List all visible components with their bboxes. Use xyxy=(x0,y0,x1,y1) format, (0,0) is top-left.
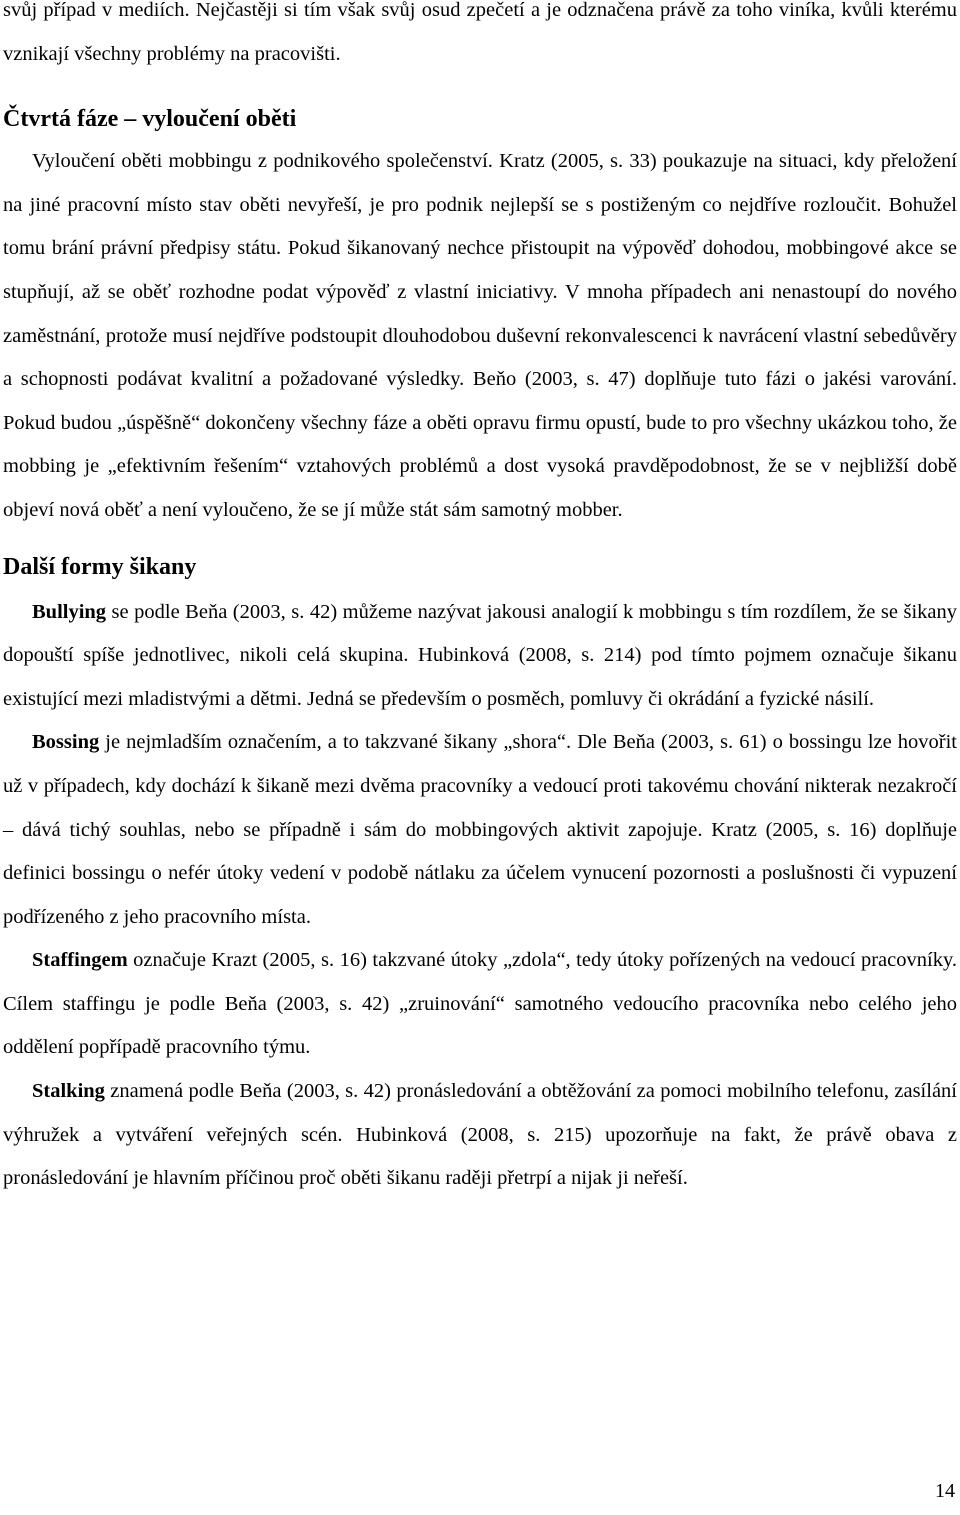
paragraph-staffing xyxy=(3,939,957,1070)
term-staffing: Staffingem xyxy=(32,949,128,972)
paragraph-stalking xyxy=(3,1070,957,1201)
heading-phase-4: Čtvrtá fáze – vyloučení oběti xyxy=(3,106,297,133)
heading-other-forms: Další formy šikany xyxy=(3,553,197,580)
term-stalking: Stalking xyxy=(32,1080,105,1103)
page-number: 14 xyxy=(935,1480,955,1502)
text-bullying: se podle Beňa (2003, s. 42) můžeme nazývat jakousi analogií k mobbingu s tím rozdílem, že se šikany dopouští spíše jednotlivec, nikoli celá skupina. Hubinková (2008, s. 214) pod tímto pojmem označuje šikanu existující mezi mladistvými a dětmi. Jedná se především o posměch, pomluvy či okrádání a fyzické násilí. xyxy=(3,600,957,710)
paragraph-intro: svůj případ v mediích. Nejčastěji si tím však svůj osud zpečetí a je odznačena právě za toho viníka, kvůli kterému vznikají všechny problémy na pracovišti. xyxy=(3,0,957,65)
term-bossing: Bossing xyxy=(32,731,100,754)
paragraph-bullying xyxy=(3,591,957,722)
term-bullying: Bullying xyxy=(32,600,107,623)
paragraph-bossing xyxy=(3,721,957,939)
document-page xyxy=(3,0,957,1201)
paragraph-phase-4: Vyloučení oběti mobbingu z podnikového společenství. Kratz (2005, s. 33) poukazuje na situaci, kdy přeložení na jiné pracovní místo stav oběti nevyřeší, je pro podnik nejlepší se s postiženým co nejdříve rozloučit. Bohužel tomu brání právní předpisy státu. Pokud šikanovaný nechce přistoupit na výpověď dohodou, mobbingové akce se stupňují, až se oběť rozhodne podat výpověď z vlastní iniciativy. V mnoha případech ani nenastoupí do nového zaměstnání, protože musí nejdříve podstoupit dlouhodobou duševní rekonvalescenci k navrácení vlastní sebedůvěry a schopnosti podávat kvalitní a požadované výsledky. Beňo (2003, s. 47) doplňuje tuto fázi o jakési varování. Pokud budou „úspěšně“ dokončeny všechny fáze a oběti opravu firmu opustí, bude to pro všechny ukázkou toho, že mobbing je „efektivním řešením“ vztahových problémů a dost vysoká pravděpodobnost, že se v nejbližší době objeví nová oběť a není vyloučeno, že se jí může stát sám samotný mobber. xyxy=(3,150,957,521)
text-stalking: znamená podle Beňa (2003, s. 42) pronásledování a obtěžování za pomoci mobilního telefonu, zasílání výhružek a vytváření veřejných scén. Hubinková (2008, s. 215) upozorňuje na fakt, že právě obava z pronásledování je hlavním příčinou proč oběti šikanu raději přetrpí a nijak ji neřeší. xyxy=(3,1080,957,1190)
text-staffing: označuje Krazt (2005, s. 16) takzvané útoky „zdola“, tedy útoky pořízených na vedoucí pracovníky. Cílem staffingu je podle Beňa (2003, s. 42) „zruinování“ samotného vedoucího pracovníka nebo celého jeho oddělení popřípadě pracovního týmu. xyxy=(3,949,957,1059)
text-bossing: je nejmladším označením, a to takzvané šikany „shora“. Dle Beňa (2003, s. 61) o bossingu lze hovořit už v případech, kdy dochází k šikaně mezi dvěma pracovníky a vedoucí proti takovému chování nikterak nezakročí – dává tichý souhlas, nebo se případně i sám do mobbingových aktivit zapojuje. Kratz (2005, s. 16) doplňuje definici bossingu o nefér útoky vedení v podobě nátlaku za účelem vynucení pozornosti a poslušnosti či vypuzení podřízeného z jeho pracovního místa. xyxy=(3,731,957,928)
